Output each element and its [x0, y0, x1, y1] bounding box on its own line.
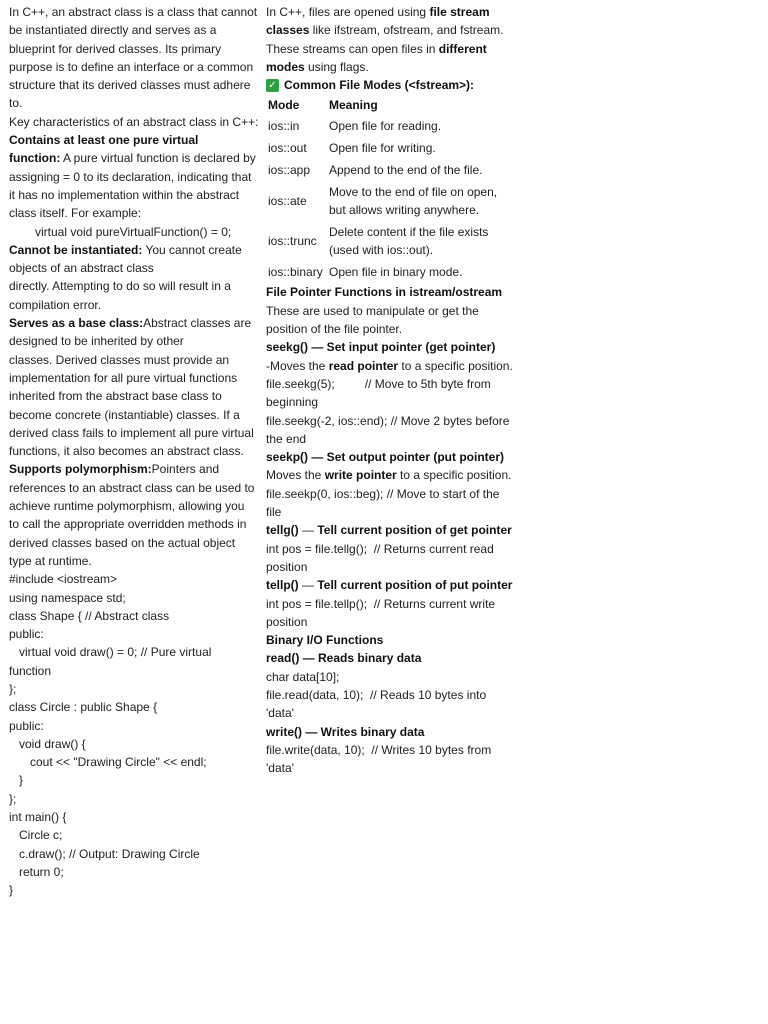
- right-column: [266, 3, 528, 778]
- intro-bold: modes: [266, 59, 305, 74]
- table-row: [268, 137, 497, 159]
- code-line: void draw() {: [19, 736, 86, 751]
- desc-text: to a specific position.: [396, 468, 512, 483]
- meaning-line: but allows writing anywhere.: [329, 203, 480, 218]
- section-heading: Common File Modes (<fstream>):: [284, 78, 475, 93]
- text-line: type at runtime.: [9, 553, 92, 568]
- function-heading: seekp() — Set output pointer (put pointer): [266, 450, 504, 465]
- function-heading: read() — Reads binary data: [266, 651, 422, 666]
- code-line: #include <iostream>: [9, 572, 118, 587]
- polymorphism-item: [9, 460, 261, 570]
- text-line: be instantiated directly and serves as a: [9, 23, 217, 38]
- text-line: objects of an abstract class: [9, 261, 154, 276]
- section-heading: File Pointer Functions in istream/ostream: [266, 285, 503, 300]
- text-line: inherited from the abstract base class to: [9, 389, 222, 404]
- table-row: [268, 181, 497, 221]
- key-characteristics-heading: Key characteristics of an abstract class in C++:: [9, 114, 259, 129]
- abstract-class-intro: [9, 3, 261, 113]
- text-line: functions, it also becomes an abstract class.: [9, 444, 244, 459]
- code-line: int main() {: [9, 810, 67, 825]
- file-modes-heading: [266, 76, 528, 94]
- code-line: }: [19, 773, 24, 788]
- intro-text: using flags.: [304, 59, 369, 74]
- code-line: public:: [9, 627, 44, 642]
- text-line: directly. Attempting to do so will result in a: [9, 279, 231, 294]
- text-line: implementation for all pure virtual functions: [9, 370, 238, 385]
- file-stream-intro: [266, 3, 528, 76]
- code-line: };: [9, 791, 17, 806]
- text-line: it has no implementation within the abstract: [9, 187, 240, 202]
- function-heading: seekg() — Set input pointer (get pointer): [266, 340, 496, 355]
- code-line: c.draw(); // Output: Drawing Circle: [19, 846, 200, 861]
- example-code-block: [9, 570, 261, 899]
- tellp-section: [266, 576, 528, 631]
- meaning-line: Delete content if the file exists: [329, 225, 489, 240]
- text-line: blueprint for derived classes. Its primary: [9, 41, 222, 56]
- mode-cell: ios::in: [268, 119, 300, 134]
- item-text: You cannot create: [142, 242, 242, 257]
- base-class-item: [9, 314, 261, 460]
- intro-text: like ifstream, ofstream, and fstream.: [309, 23, 504, 38]
- desc-text: to a specific position.: [398, 358, 513, 373]
- code-line: file.seekg(5); // Move to 5th byte from: [266, 376, 491, 391]
- meaning-cell: Open file for reading.: [329, 119, 442, 134]
- code-line: cout << "Drawing Circle" << endl;: [30, 755, 207, 770]
- code-line: }: [9, 883, 14, 898]
- column-header-mode: Mode: [268, 97, 300, 112]
- intro-bold: classes: [266, 23, 310, 38]
- seekg-section: [266, 338, 528, 448]
- cannot-instantiate-item: [9, 241, 261, 314]
- item-title: function:: [9, 151, 61, 166]
- code-line: using namespace std;: [9, 590, 126, 605]
- left-column: [9, 3, 261, 900]
- item-text: A pure virtual function is declared by: [60, 151, 256, 166]
- code-line: int pos = file.tellg(); // Returns current read: [266, 541, 494, 556]
- function-heading: Tell current position of put pointer: [317, 578, 513, 593]
- desc-bold: write pointer: [324, 468, 397, 483]
- tellg-section: [266, 521, 528, 576]
- heading-dash: —: [298, 523, 318, 538]
- meaning-cell: Append to the end of the file.: [329, 163, 483, 178]
- intro-text: In C++, files are opened using: [266, 5, 430, 19]
- mode-cell: ios::ate: [268, 194, 307, 209]
- code-line: Circle c;: [19, 828, 63, 843]
- text-line: to call the appropriate overridden methods in: [9, 517, 247, 532]
- item-title: Cannot be instantiated:: [9, 242, 143, 257]
- text-line: achieve runtime polymorphism, allowing you: [9, 499, 245, 514]
- text-line: designed to be inherited by other: [9, 334, 184, 349]
- text-line: references to an abstract class can be used to: [9, 480, 255, 495]
- code-line: file.seekg(-2, ios::end); // Move 2 bytes before: [266, 413, 510, 428]
- desc-text: -Moves the: [266, 358, 329, 373]
- code-line: char data[10];: [266, 669, 340, 684]
- code-line: virtual void draw() = 0; // Pure virtual: [19, 645, 212, 660]
- mode-cell: ios::out: [268, 141, 307, 156]
- text-line: become concrete (instantiable) classes. If a: [9, 407, 240, 422]
- pure-virtual-item: [9, 131, 261, 241]
- text-line: derived class fails to implement all pure virtual: [9, 425, 254, 440]
- code-line: position: [266, 559, 308, 574]
- text-line: derived classes based on the actual object: [9, 535, 236, 550]
- code-line: file.write(data, 10); // Writes 10 bytes from: [266, 742, 492, 757]
- read-section: [266, 649, 528, 722]
- meaning-cell: [329, 181, 497, 221]
- code-line: };: [9, 681, 17, 696]
- item-text: Abstract classes are: [143, 316, 252, 331]
- heading-dash: —: [298, 578, 318, 593]
- code-line: 'data': [266, 706, 294, 721]
- item-text: Pointers and: [151, 462, 220, 477]
- mode-cell: ios::trunc: [268, 234, 317, 249]
- meaning-cell: Open file for writing.: [329, 141, 436, 156]
- seekp-section: [266, 448, 528, 521]
- code-line: 'data': [266, 761, 294, 776]
- write-section: [266, 723, 528, 778]
- code-line: file.seekp(0, ios::beg); // Move to start of the: [266, 486, 500, 501]
- intro-text: These streams can open files in: [266, 41, 439, 56]
- check-mark-icon: ✓: [266, 79, 279, 92]
- mode-cell: ios::app: [268, 163, 311, 178]
- table-header-row: [268, 94, 497, 115]
- text-line: compilation error.: [9, 297, 102, 312]
- function-heading: Tell current position of get pointer: [317, 523, 512, 538]
- item-title: Supports polymorphism:: [9, 462, 152, 477]
- item-title: Contains at least one pure virtual: [9, 133, 199, 148]
- text-line: structure that its derived classes must adhere: [9, 78, 251, 93]
- meaning-cell: Open file in binary mode.: [329, 265, 463, 280]
- code-line: public:: [9, 718, 44, 733]
- intro-bold: file stream: [429, 5, 490, 19]
- file-modes-table: [268, 94, 497, 283]
- text-line: classes. Derived classes must provide an: [9, 352, 230, 367]
- code-line: file.read(data, 10); // Reads 10 bytes into: [266, 688, 487, 703]
- intro-bold: different: [438, 41, 487, 56]
- item-title: Serves as a base class:: [9, 316, 144, 331]
- desc-bold: read pointer: [328, 358, 399, 373]
- code-line: beginning: [266, 395, 319, 410]
- meaning-line: (used with ios::out).: [329, 243, 434, 258]
- section-heading: Binary I/O Functions: [266, 633, 384, 648]
- function-heading: tellg(): [266, 523, 299, 538]
- text-line: purpose is to define an interface or a common: [9, 59, 254, 74]
- text-line: assigning = 0 to its declaration, indicating that: [9, 169, 252, 184]
- code-line: position: [266, 614, 308, 629]
- code-line: int pos = file.tellp(); // Returns current write: [266, 596, 496, 611]
- code-line: class Shape { // Abstract class: [9, 608, 170, 623]
- code-line: class Circle : public Shape {: [9, 700, 158, 715]
- table-row: [268, 261, 497, 283]
- code-line: file: [266, 505, 282, 520]
- column-header-meaning: Meaning: [329, 97, 378, 112]
- table-row: [268, 115, 497, 137]
- function-heading: write() — Writes binary data: [266, 724, 425, 739]
- table-row: [268, 159, 497, 181]
- table-row: [268, 221, 497, 261]
- text-line: class itself. For example:: [9, 206, 142, 221]
- meaning-line: Move to the end of file on open,: [329, 185, 498, 200]
- text-line: position of the file pointer.: [266, 322, 403, 337]
- code-line: the end: [266, 431, 307, 446]
- code-line: virtual void pureVirtualFunction() = 0;: [35, 224, 232, 239]
- desc-text: Moves the: [266, 468, 325, 483]
- mode-cell: ios::binary: [268, 265, 323, 280]
- meaning-cell: [329, 221, 497, 261]
- text-line: In C++, an abstract class is a class that cannot: [9, 5, 258, 19]
- function-heading: tellp(): [266, 578, 299, 593]
- code-line: function: [9, 663, 52, 678]
- text-line: These are used to manipulate or get the: [266, 303, 479, 318]
- code-line: return 0;: [19, 864, 64, 879]
- text-line: to.: [9, 96, 23, 111]
